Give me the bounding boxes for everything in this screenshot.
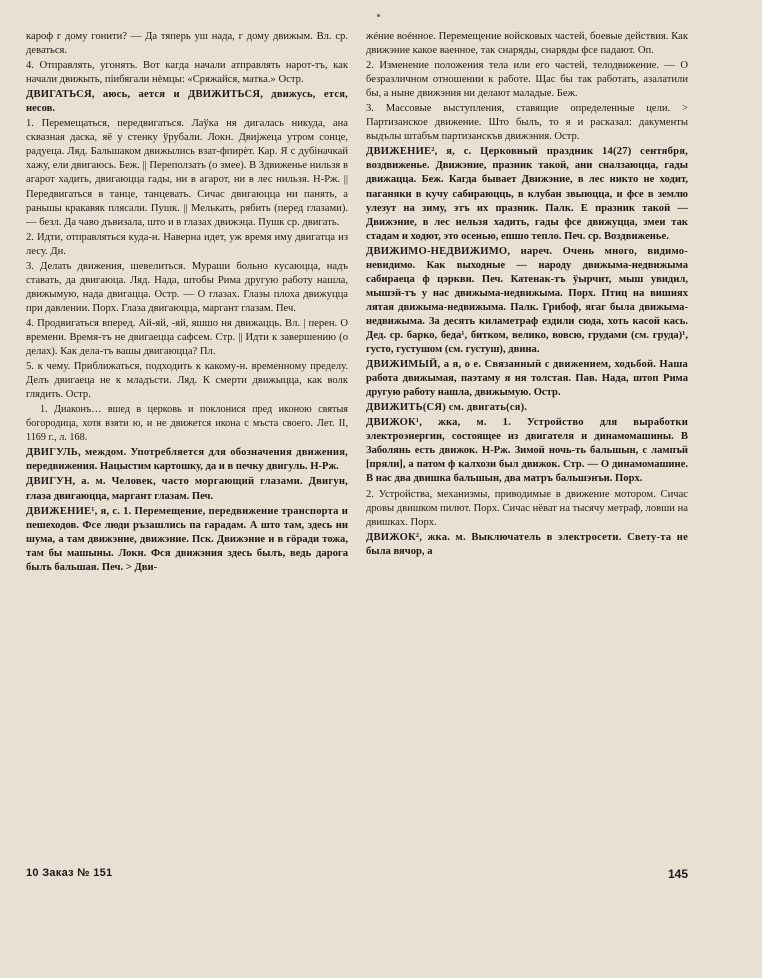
page-dot-mark (377, 14, 380, 17)
left-paragraph-5: 3. Делать движения, шевелиться. Мураши больно кусаюцца, надъ ставать, да двигаюца. Ляд. Нада, штобы Рима другую работу нашла, движымую, нада двигацца. Остр. — О глазах. Глазы плоха движуцца при давлении. Порх. Глаза двигаюцца, маргант глазам. Печ. (26, 260, 348, 314)
left-paragraph-3: 1. Перемещаться, передвигаться. Лаўка ня дигалась никуда, ана сквазная даска, яё у стенку ўрубали. Локн. Двиjжеца утром сонце, радуеца. Ляд. Бальшаком движылись взат-фпирèт. Кар. Я с дубiначкай хажу, ели двигаюсь. Беж. || Переползать (о змее). В Здвиженье нильзя в агарот хадить, двигаюцца гады, ни в агарот, ни в лес нильзя. Н-Рж. || Передвигаться в танце, танцевать. Сичас двигаюцца ни панять, а раньшы кракавяк плясали. Пушк. || Мелькать, рябить (перед глазами). — безл. Да чаво дъвизала, што и в глазах движэца. Пушк ср. двигать. (26, 118, 348, 228)
left-paragraph-8: 1. Диаконъ… вшед в церковь и поклонися пред иконою святыя богородица, хотя взяти ю, и не движется икона с мъста своего. Лет. II, 1169 г., л. 168. (26, 404, 348, 444)
right-entry-3: ДВИЖЕНИЕ², я, с. Церковный праздник 14(27) сентября, воздвиженье. Движэние, празник такой, ани сналзаюцца, гады движацца. Беж. Кагда бывает Движэние, в лес никто не ходит, паганяки в кучу сабираюцць, в клубан звыюцца, и фсе в землю улезут на зиму, этъ их празник. Палк. Е празник такой — Движэние, в лес нельзя хадить, гады фсе движуцца, змеи так стадам и ходют, это осенью, ешшо тепло. Печ. ср. Воздвиженье. (366, 146, 688, 242)
left-paragraph-7: 5. к чему. Приближаться, подходить к какому-н. временному пределу. Делъ двигаеца не к младъсти. Ляд. К смерти движыцца, как волк глядить. Остр. (26, 361, 348, 401)
print-signature: 10 Заказ № 151 (26, 867, 113, 879)
right-paragraph-8: 2. Устройства, механизмы, приводимые в движение мотором. Сичас дровы двишком пилют. Порх. Сичас нëват на тысячу метраф, ловши на двишках. Порх. (366, 488, 688, 528)
right-entry-6: ДВИЖИТЬ(СЯ) см. двигать(ся). (366, 402, 528, 414)
left-paragraph-4: 2. Идти, отправляться куда-н. Наверна идет, уж время иму двигатца из лесу. Дн. (26, 231, 348, 257)
left-entry-11: ДВИЖЕНИЕ¹, я, с. 1. Перемещение, передвижение транспорта и пешеходов. Фсе люди ръзашлись па гарадам. А што там, здесь ни шума, а там движэние, движэние. Пск. Движэние и в гöради тожа, там бы машыны. Локн. Фся движэния здесь былъ, ведь дарога былъ бальшая. Печ. > Дви- (26, 505, 348, 573)
right-paragraph-0: жéние воéнное. Перемещение войсковых частей, боевые действия. Как движэние какое ваенное, так снаряды, снаряды фсе падают. Оп. (366, 31, 688, 57)
left-entry-9: ДВИГУЛЬ, междом. Употребляется для обозначения движения, передвижения. Нацыстим картошку, да и в печку двигуль. Н-Рж. (26, 447, 348, 473)
right-paragraph-1: 2. Изменение положения тела или его частей, телодвижение. — О безразличном отношении к работе. Щас бы так работать, азалатили бы, а ныне движэния ни делают маладые. Беж. (366, 60, 688, 100)
right-entry-5: ДВИЖИМЫЙ, а я, о е. Связанный с движением, ходьбой. Наша работа движымая, паэтаму я ня толстая. Пав. Нада, штоп Рима другую работу нашла, движымую. Остр. (366, 359, 688, 399)
right-paragraph-2: 3. Массовые выступления, ставящие определенные цели. > Партизанское движение. Што былъ, то я и расказал: дакументы выдълы штабъм партизанскъв движэния. Остр. (366, 103, 688, 143)
left-paragraph-6: 4. Продвигаться вперед. Ай-яй, -яй, яшшо ня движацць. Вл. | перен. О времени. Время-тъ не двигаецца сафсем. Стр. || Идти к завершению (о делах). Как дела-тъ вашы двигаюцца? Пл. (26, 317, 348, 358)
right-column (366, 30, 688, 860)
right-entry-7: ДВИЖОК¹, жка, м. 1. Устройство для выработки электроэнергии, состоящее из двигателя и динамомашины. В Заболянь есть движок. Н-Рж. Зимой ночь-ть бальшын, с лампъй [пряли], а патом ф калхози был движок. Стр. — О динамомашине. В нас два двишка бальшын, два матръ бальшэнъи. Порх. (366, 417, 688, 485)
left-paragraph-0: кароф г дому гонити? — Да тяперь уш нада, г дому движым. Вл. ср. деваться. (26, 31, 348, 57)
page-number: 145 (668, 867, 689, 881)
left-entry-2: ДВИГАТЬСЯ, аюсь, ается и ДВИЖИТЬСЯ, движусь, ется, несов. (26, 89, 348, 115)
left-paragraph-1: 4. Отправлять, угонять. Вот кагда начали атправлять нарот-тъ, как начали движыть, пiибягали нèмцы: «Сряжайся, матка.» Остр. (26, 60, 348, 86)
right-entry-4: ДВИЖИМО-НЕДВИЖИМО, нареч. Очень много, видимо-невидимо. Как выходные — народу движыма-недвижыма сабираеца ф цэркви. Печ. Катенак-тъ ўырчит, мыш увидил, мышэй-тъ у нас движыма-недвижыма. Порх. Птиц на вишнях лятая движыма-недвижыма. Палк. Грибоф, ягаг была движыма-недвижыма. За десять киламетраф ездили сюда, хоть касой кась. Дед. ср. барко, беда¹, битком, велико, вовсю, грудами (см. груда)¹, густо, густушом (см. густуш), двина. (366, 245, 688, 356)
left-entry-10: ДВИГУН, а. м. Человек, часто моргающий глазами. Двигун, глаза двигаюцца, маргант глазам. Печ. (26, 476, 348, 502)
left-column (26, 30, 348, 866)
right-entry-9: ДВИЖОК², жка. м. Выключатель в электросети. Свету-та не была вячор, а (366, 531, 688, 557)
